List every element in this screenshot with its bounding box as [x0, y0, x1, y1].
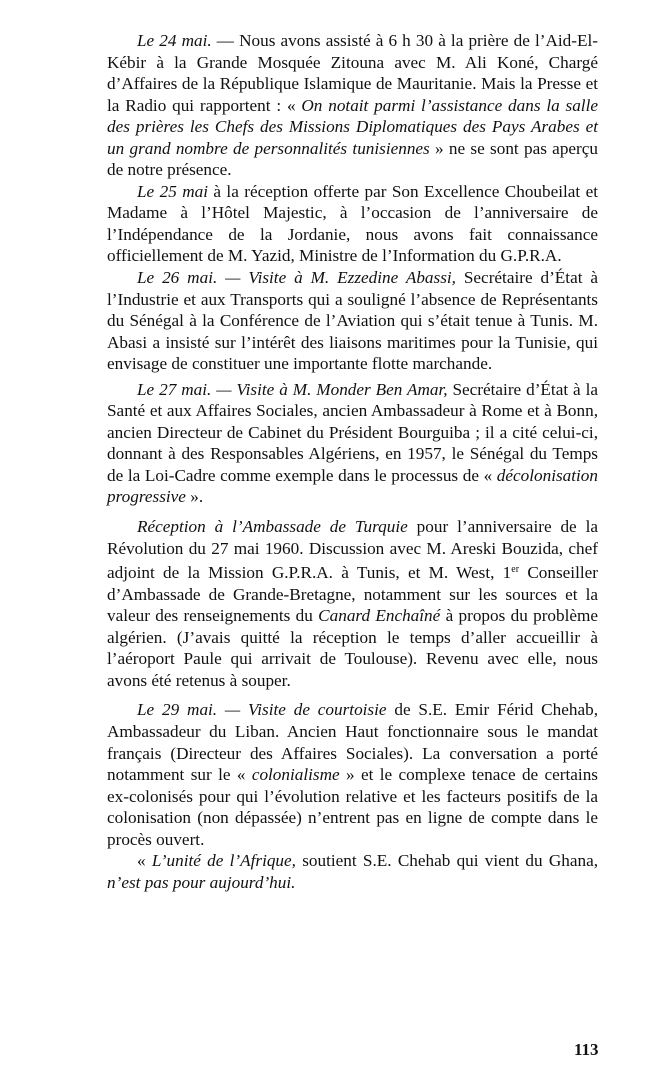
entry-24-mai: Le 24 mai. — Nous avons assisté à 6 h 30 à la prière de l’Aid-El-Kébir à la Grande Mosquée Zitouna avec M. Ali Koné, Chargé d’Affaires de la République Islamique de Mauritanie. Mais la Presse et la Radio qui rapportent : « On notait parmi l’assistance dans la salle des prières les Chefs des Missions Diplomatiques des Pays Arabes et un grand nombre de personnalités tunisiennes » ne se sont pas aperçu de notre présence. — [107, 31, 598, 180]
entry-29-mai: Le 29 mai. — Visite de courtoisie de S.E. Emir Férid Chehab, Ambassadeur du Liban. Ancien Haut fonctionnaire sous le mandat français (Directeur des Affaires Sociales). La conversation a porté notamment sur le « colonialisme » et le complexe tenace de certains ex-colonisés pour qui l’évolution relative et les facteurs positifs de la colonisation (non dépassée) n’entrent pas en ligne de compte dans le procès ouvert. — [107, 700, 598, 849]
entry-27-mai: Le 27 mai. — Visite à M. Monder Ben Amar, Secrétaire d’État à la Santé et aux Affaires Sociales, ancien Ambassadeur à Rome et à Bonn, ancien Directeur de Cabinet du Président Bourguiba ; il a cité celui-ci, donnant à des Responsables Algériens, en 1957, le Sénégal du Temps de la Loi-Cadre comme exemple dans le processus de « décolonisation progressive ». — [107, 379, 598, 507]
event-label: Réception à l’Ambassade de Turquie — [137, 517, 408, 537]
entry-unite-afrique: « L’unité de l’Afrique, soutient S.E. Chehab qui vient du Ghana, n’est pas pour aujourd’hui. — [107, 851, 599, 892]
date-label: Le 24 mai. — [137, 31, 212, 50]
date-label: Le 25 mai — [137, 181, 208, 201]
date-label: Le 27 mai. — Visite à M. Monder Ben Amar, — [137, 379, 448, 399]
page-number: 113 — [574, 1040, 599, 1059]
entry-reception-turquie: Réception à l’Ambassade de Turquie pour l’anniversaire de la Révolution du 27 mai 1960. Discussion avec M. Areski Bouzida, chef adjoint de la Mission G.P.R.A. à Tunis, et M. West, 1er Conseiller d’Ambassade de Grande-Bretagne, notamment sur les sources et la valeur des renseignements du Canard Enchaîné à propos du problème algérien. (J’avais quitté la réception le temps d’aller accueillir à l’aéroport Paule qui arrivait de Toulouse). Revenu avec elle, nous avons été retenus à souper. — [107, 517, 599, 690]
date-label: Le 29 mai. — Visite de courtoisie — [137, 700, 387, 720]
page-body — [107, 30, 598, 893]
date-label: Le 26 mai. — Visite à M. Ezzedine Abassi, — [137, 268, 456, 288]
quote: On notait parmi l’assistance dans la salle des prières les Chefs des Missions Diplomatiques des Pays Arabes et un grand nombre de personnalités tunisiennes — [107, 95, 598, 158]
entry-25-mai: Le 25 mai à la réception offerte par Son Excellence Choubeilat et Madame à l’Hôtel Majestic, à l’occasion de l’anniversaire de l’Indépendance de la Jordanie, nous avons fait connaissance officiellement de M. Yazid, Ministre de l’Information du G.P.R.A. — [107, 181, 599, 266]
entry-26-mai: Le 26 mai. — Visite à M. Ezzedine Abassi, Secrétaire d’État à l’Industrie et aux Transports qui a souligné l’absence de Représentants du Sénégal à la Conférence de l’Aviation qui s’était tenue à Tunis. M. Abasi a insisté sur l’intérêt des liaisons maritimes pour la Tunisie, qui envisage de constituer une importante flotte marchande. — [107, 268, 599, 374]
